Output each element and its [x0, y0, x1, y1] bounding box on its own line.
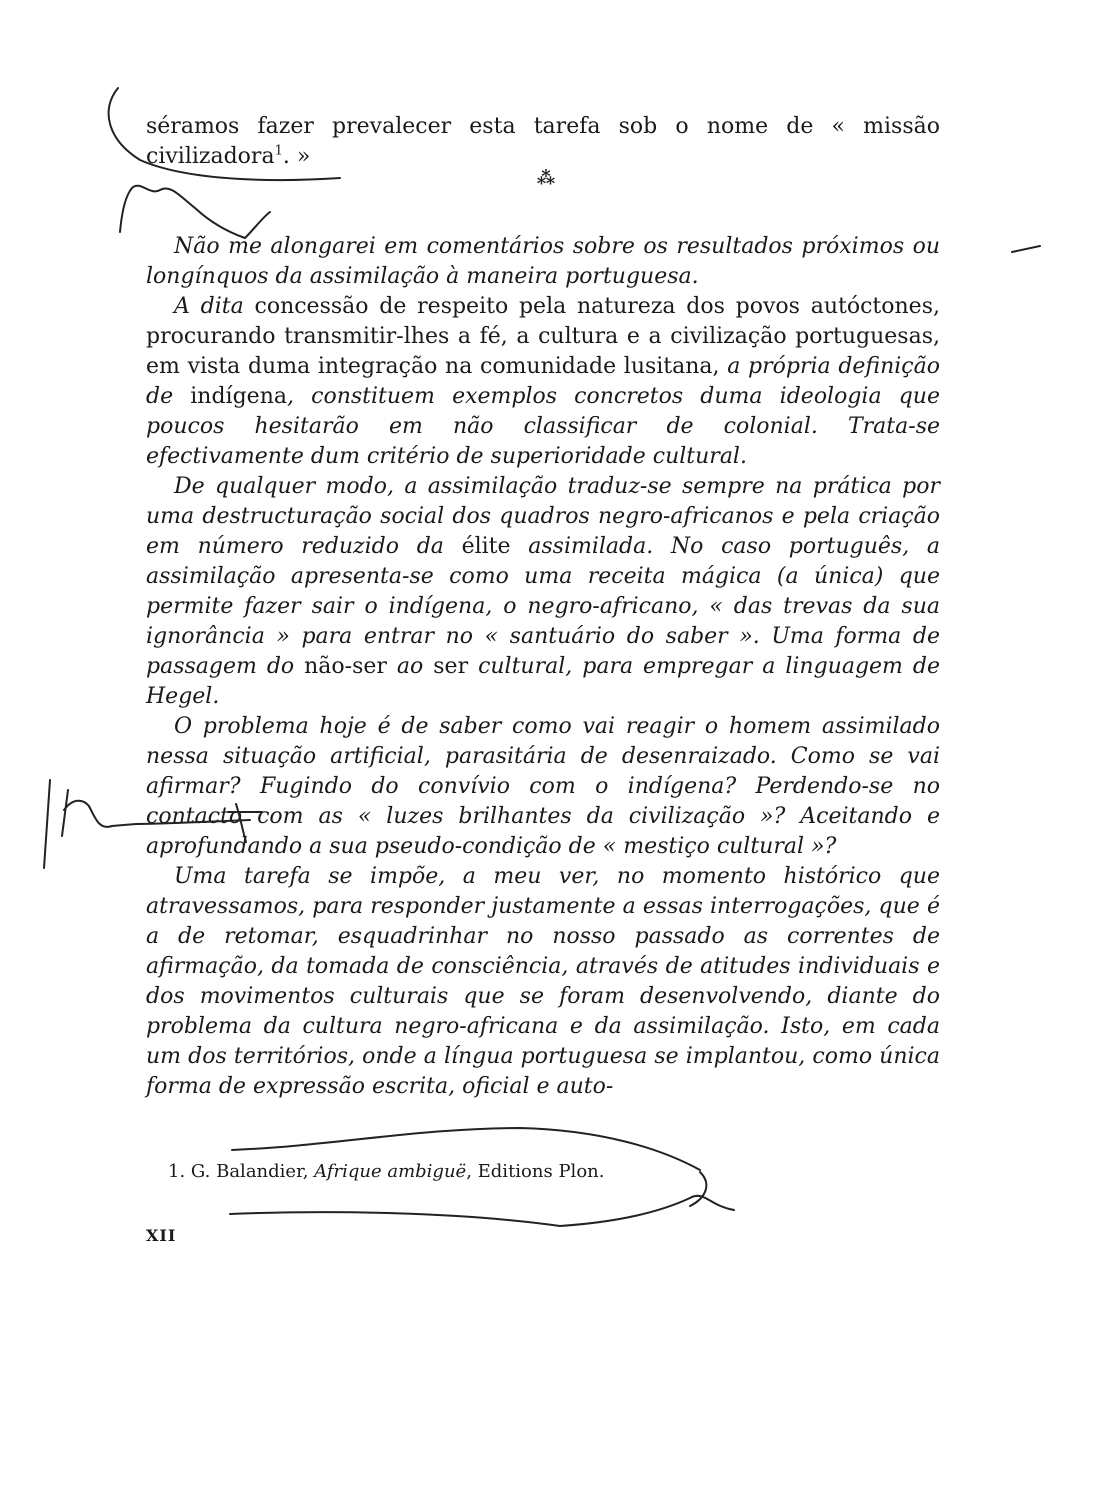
- pen-bracket-left-mark: [44, 780, 50, 868]
- paragraph-3: [146, 472, 940, 712]
- paragraph-2-term: indígena: [190, 384, 287, 409]
- paragraph-3-middle: assimilada. No caso português, a assimilação apresenta-se como uma receita mágica (a única) que permite fazer sair o indígena, o negro-africano, « das trevas da sua ignorância » para entrar no « santuário do saber ». Uma forma de passagem do: [146, 534, 940, 679]
- pen-scribble-mark: [120, 186, 270, 238]
- paragraph-3-elite: élite: [461, 534, 511, 559]
- footnote-author: G. Balandier,: [190, 1161, 315, 1182]
- paragraph-3-ser: ser: [433, 654, 469, 679]
- paragraph-2-roman: concessão de respeito pela natureza dos povos autóctones, procurando transmitir-lhes a fé, a cultura e a civilização portuguesas, em vista duma integração na comunidade lusitana,: [146, 294, 940, 379]
- paragraph-3-tail: cultural, para empregar a linguagem de Hegel.: [146, 654, 940, 709]
- paragraph-5-text: Uma tarefa se impõe, a meu ver, no momento histórico que atravessamos, para responder justamente a essas interrogações, que é a de retomar, esquadrinhar no nosso passado as correntes de afirmação, da tomada de consciência, através de atitudes individuais e dos movimentos culturais que se foram desenvolvendo, diante do problema da cultura negro-africana e da assimilação. Isto, em cada um dos territórios, onde a língua portuguesa se implantou, como única forma de expressão escrita, oficial e auto-: [146, 864, 940, 1099]
- paragraph-3-ao: ao: [386, 654, 434, 679]
- paragraph-2-lead: A dita: [174, 294, 244, 319]
- paragraph-2-tail: , constituem exemplos concretos duma ideologia que poucos hesitarão em não classificar de colonial. Trata-se efectivamente dum critério de superioridade cultural.: [146, 384, 940, 469]
- body-text: [146, 232, 940, 1102]
- footnote: [168, 1160, 728, 1184]
- footnote-reference: 1: [274, 143, 283, 159]
- paragraph-3-nao-ser: não-ser: [304, 654, 387, 679]
- page-number: XII: [146, 1226, 177, 1245]
- paragraph-4: [146, 712, 940, 862]
- paragraph-3-text: De qualquer modo, a assimilação traduz-se sempre na prática por uma destructuração social dos quadros negro-africanos e pela criação em número reduzido da: [146, 474, 940, 559]
- pen-dash-mark: [1012, 246, 1040, 252]
- footnote-publisher: , Editions Plon.: [466, 1161, 605, 1182]
- continuation-sentence: séramos fazer prevalecer esta tarefa sob o nome de « missão civilizadora: [146, 114, 940, 169]
- paragraph-2-italic: a própria definição de: [146, 354, 940, 409]
- paragraph-1-text: Não me alongarei em comentários sobre os resultados próximos ou longínquos da assimilação à maneira portuguesa.: [146, 234, 940, 289]
- continuation-text: [146, 112, 940, 172]
- footnote-title: Afrique ambiguë: [314, 1161, 467, 1182]
- paragraph-5: [146, 862, 940, 1102]
- paragraph-1: [146, 232, 940, 292]
- continuation-closing: . »: [282, 144, 311, 169]
- footnote-number: 1.: [168, 1161, 186, 1182]
- paragraph-4-text: O problema hoje é de saber como vai reagir o homem assimilado nessa situação artificial, parasitária de desenraizado. Como se vai afirmar? Fugindo do convívio com o indígena? Perdendo-se no contacto com as « luzes brilhantes da civilização »? Aceitando e aprofundando a sua pseudo-condição de « mestiço cultural »?: [146, 714, 940, 859]
- section-separator: ⁂: [536, 168, 556, 189]
- paragraph-2: [146, 292, 940, 472]
- pen-footnote-underline-bottom: [230, 1196, 734, 1226]
